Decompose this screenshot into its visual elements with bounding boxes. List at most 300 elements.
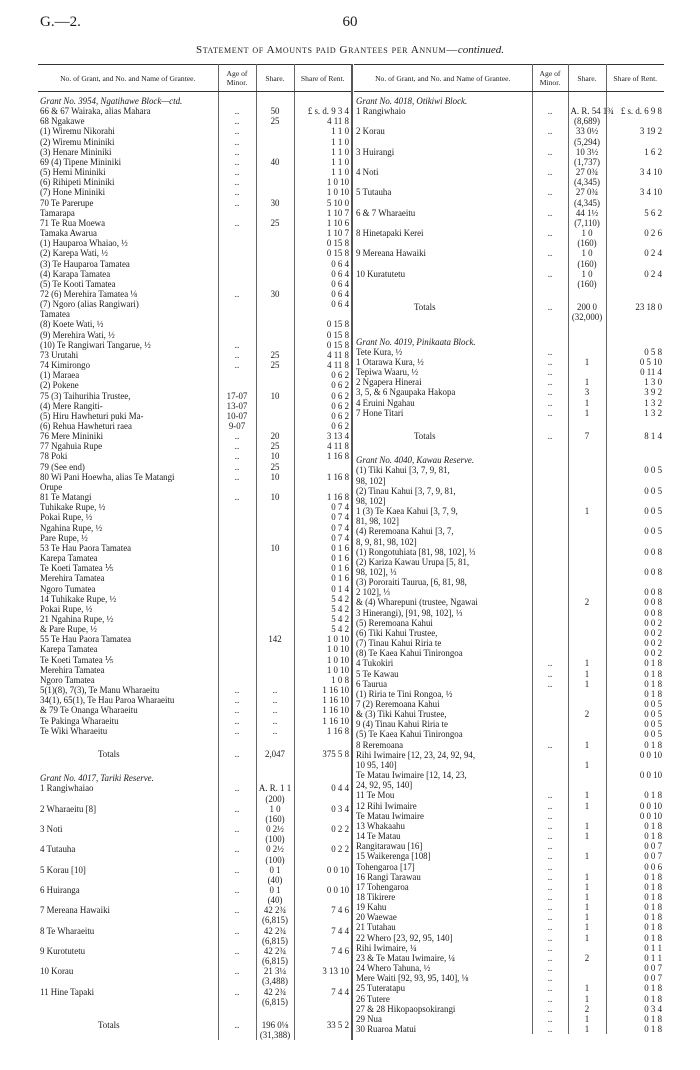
table-row <box>354 259 664 269</box>
age-cell <box>532 780 568 790</box>
age-cell: .. <box>532 1004 568 1014</box>
rent-cell <box>606 116 664 126</box>
rent-cell <box>606 418 664 428</box>
grantee-cell: Grant No. 3954, Ngatihawe Block—ctd. <box>38 92 218 107</box>
age-cell <box>532 567 568 577</box>
rent-cell <box>294 736 352 746</box>
grantee-cell: 25 Tuteratapu <box>354 983 532 993</box>
share-cell <box>256 655 294 665</box>
grantee-cell: Te Matau Iwimaire [12, 14, 23, <box>354 770 532 780</box>
right-header-row <box>354 65 664 92</box>
grantee-cell: (1) Riria te Tini Rongoa, ½ <box>354 689 532 699</box>
grantee-cell <box>354 279 532 289</box>
table-row <box>354 547 664 557</box>
share-cell: A. R. 1 1 <box>256 783 294 793</box>
table-row <box>354 922 664 932</box>
age-cell <box>532 496 568 506</box>
share-cell: 25 <box>256 441 294 451</box>
table-row <box>354 912 664 922</box>
share-cell: (200) <box>256 794 294 804</box>
grantee-cell: 74 Kimirongo <box>38 360 218 370</box>
share-cell <box>256 614 294 624</box>
grantee-cell: & 79 Te Onanga Wharaeitu <box>38 705 218 715</box>
share-cell <box>568 729 606 739</box>
share-cell <box>568 577 606 587</box>
grantee-cell: & (4) Wharepuni (trustee, Ngawai <box>354 597 532 607</box>
grantee-cell: Pare Rupe, ½ <box>38 533 218 543</box>
table-row <box>38 218 352 228</box>
age-cell: .. <box>218 966 256 976</box>
age-cell <box>218 269 256 279</box>
rent-cell: 0 2 2 <box>331 844 349 855</box>
rent-cell: 0 0 7 <box>644 851 662 862</box>
rent-cell: 0 6 2 <box>331 370 349 381</box>
title-main: Statement of Amounts paid Grantees per Annum— <box>195 44 458 56</box>
table-row <box>354 357 664 367</box>
grantee-cell: 70 Te Parerupe <box>38 198 218 208</box>
share-cell <box>256 573 294 583</box>
age-cell: .. <box>532 208 568 218</box>
grantee-cell: 71 Te Rua Moewa <box>38 218 218 228</box>
table-row <box>38 411 352 421</box>
rent-cell: 0 1 8 <box>644 831 662 842</box>
rent-cell: 0 1 8 <box>644 739 662 750</box>
rent-cell: 0 0 2 <box>644 617 662 628</box>
rent-cell: 0 1 6 <box>331 563 349 574</box>
share-cell: (6,815) <box>256 956 294 966</box>
rent-cell: 0 1 8 <box>644 881 662 892</box>
grantee-cell: 5 Tutauha <box>354 187 532 197</box>
age-cell: .. <box>532 851 568 861</box>
share-cell <box>256 380 294 390</box>
rent-cell: 0 1 8 <box>644 1013 662 1024</box>
grantee-cell: 11 Hine Tapaki <box>38 987 218 997</box>
age-cell: .. <box>532 841 568 851</box>
table-row <box>38 533 352 543</box>
age-cell <box>218 1030 256 1040</box>
grantee-cell: 14 Tuhikake Rupe, ½ <box>38 594 218 604</box>
share-cell <box>568 441 606 451</box>
grantee-cell: (3) Pororaiti Taurua, [6, 81, 98, <box>354 577 532 587</box>
right-table-body <box>354 92 664 1035</box>
grantee-cell: 98, 102] <box>354 476 532 486</box>
rent-cell: 0 0 5 <box>644 709 662 720</box>
table-row <box>354 567 664 577</box>
rent-cell: 0 1 6 <box>331 573 349 584</box>
rent-cell: 1 16 10 <box>322 685 349 696</box>
table-row <box>38 472 352 482</box>
share-cell <box>256 624 294 634</box>
age-cell: .. <box>218 441 256 451</box>
age-cell <box>218 675 256 685</box>
age-cell <box>218 330 256 340</box>
rent-cell: 0 7 4 <box>331 532 349 543</box>
rent-cell: 0 0 8 <box>644 607 662 618</box>
share-cell <box>256 736 294 746</box>
table-row <box>354 933 664 943</box>
share-cell: 1 <box>568 398 606 408</box>
rent-cell: 0 0 10 <box>639 800 662 811</box>
age-cell: .. <box>218 451 256 461</box>
rent-cell <box>294 956 352 966</box>
rent-cell: 1 0 10 <box>326 187 349 198</box>
rent-cell: 1 1 0 <box>331 146 349 157</box>
page-ref: G.—2. <box>40 14 81 30</box>
share-cell: (3,488) <box>256 976 294 986</box>
grantee-cell: 5(1)(8), 7(3), Te Manu Wharaeitu <box>38 685 218 695</box>
grantee-cell: (1) Wiremu Nikorahi <box>38 126 218 136</box>
table-row <box>354 821 664 831</box>
table-row <box>38 512 352 522</box>
grantee-cell: 68 Ngakawe <box>38 116 218 126</box>
rent-cell: 0 1 4 <box>331 583 349 594</box>
rent-cell: 0 6 4 <box>331 299 349 310</box>
grantee-cell: 98, 102], ⅓ <box>354 567 532 577</box>
grantee-cell: (7) Hone Mininiki <box>38 187 218 197</box>
table-row <box>354 750 664 760</box>
share-cell <box>568 648 606 658</box>
table-row <box>354 126 664 136</box>
share-cell: 1 <box>568 922 606 932</box>
rent-cell: 0 0 7 <box>644 963 662 974</box>
age-cell: .. <box>532 943 568 953</box>
share-cell <box>256 340 294 350</box>
grantee-cell: (2) Karepa Wati, ½ <box>38 248 218 258</box>
table-row <box>354 486 664 496</box>
grantee-cell: 11 Te Mou <box>354 790 532 800</box>
totals-row <box>354 299 664 312</box>
table-row <box>38 492 352 502</box>
age-cell: .. <box>218 1017 256 1030</box>
age-cell <box>218 208 256 218</box>
age-cell <box>218 769 256 783</box>
rent-cell: 1 0 10 <box>326 634 349 645</box>
grantee-cell: Karepa Tamatea <box>38 553 218 563</box>
age-cell: .. <box>532 902 568 912</box>
age-cell: .. <box>532 790 568 800</box>
age-cell <box>218 533 256 543</box>
grantee-cell: Grant No. 4040, Kawau Reserve. <box>354 451 532 465</box>
rent-cell: 0 0 2 <box>644 627 662 638</box>
rent-cell: 0 0 8 <box>644 597 662 608</box>
grantee-cell: 2 Korau <box>354 126 532 136</box>
grantee-cell: Orupe <box>38 482 218 492</box>
age-cell <box>532 597 568 607</box>
age-cell <box>532 322 568 332</box>
table-row <box>354 418 664 428</box>
grantee-cell <box>38 936 218 946</box>
table-row <box>38 865 352 875</box>
table-row <box>38 523 352 533</box>
rent-cell <box>294 834 352 844</box>
age-cell <box>218 644 256 654</box>
share-cell <box>568 476 606 486</box>
share-cell <box>256 259 294 269</box>
grantee-cell: Te Pakinga Wharaeitu <box>38 716 218 726</box>
rent-cell: 1 0 8 <box>331 674 349 685</box>
age-cell <box>218 956 256 966</box>
share-cell: .. <box>256 695 294 705</box>
grantee-cell: 24, 92, 95, 140] <box>354 780 532 790</box>
rent-cell: 0 0 7 <box>644 973 662 984</box>
table-row <box>354 831 664 841</box>
grantee-cell: 76 Mere Mininiki <box>38 431 218 441</box>
grantee-cell: 14 Te Matau <box>354 831 532 841</box>
table-row <box>354 983 664 993</box>
grantee-cell <box>354 259 532 269</box>
table-row <box>38 573 352 583</box>
table-row <box>38 956 352 966</box>
table-row <box>354 465 664 475</box>
share-cell: 1 <box>568 377 606 387</box>
table-row <box>354 608 664 618</box>
rent-cell: 1 16 10 <box>322 705 349 716</box>
table-row <box>38 198 352 208</box>
table-row <box>354 476 664 486</box>
age-cell <box>532 486 568 496</box>
age-cell: .. <box>218 905 256 915</box>
rent-cell: 0 11 4 <box>640 367 662 378</box>
grantee-cell: Merehira Tamatea <box>38 665 218 675</box>
table-row <box>38 187 352 197</box>
grantee-cell <box>38 736 218 746</box>
age-cell <box>532 537 568 547</box>
share-cell <box>256 759 294 769</box>
age-cell <box>218 309 256 319</box>
page-header <box>38 14 662 34</box>
table-row <box>354 198 664 208</box>
share-cell: 25 <box>256 350 294 360</box>
rent-cell: 1 1 0 <box>331 167 349 178</box>
grantee-cell <box>38 1030 218 1040</box>
grantee-cell: Ngahina Rupe, ½ <box>38 523 218 533</box>
age-cell: .. <box>218 157 256 167</box>
share-cell: 1 <box>568 1024 606 1034</box>
rent-cell <box>294 936 352 946</box>
grantee-cell: 27 & 28 Hikopaopsokirangi <box>354 1004 532 1014</box>
age-cell <box>218 279 256 289</box>
rent-cell: 0 1 8 <box>644 871 662 882</box>
table-row <box>354 208 664 218</box>
grantee-cell: 22 Whero [23, 92, 95, 140] <box>354 933 532 943</box>
age-cell <box>532 618 568 628</box>
age-cell <box>532 648 568 658</box>
age-cell <box>218 1007 256 1017</box>
table-row <box>354 387 664 397</box>
grantee-cell: 78 Poki <box>38 451 218 461</box>
grantee-cell <box>354 238 532 248</box>
grantee-cell: Tamaka Awarua <box>38 228 218 238</box>
rent-cell <box>294 309 352 319</box>
grantee-cell <box>38 976 218 986</box>
table-row <box>38 926 352 936</box>
table-row <box>38 885 352 895</box>
age-cell: .. <box>218 137 256 147</box>
rent-cell: 0 0 7 <box>644 841 662 852</box>
share-cell: (100) <box>256 855 294 865</box>
age-cell <box>532 157 568 167</box>
age-cell <box>218 259 256 269</box>
age-cell <box>532 177 568 187</box>
rent-cell: 33 5 2 <box>326 1020 349 1031</box>
share-cell <box>256 330 294 340</box>
grantee-cell: (10) Te Rangiwari Tangarue, ½ <box>38 340 218 350</box>
grantee-cell: 30 Ruaroa Matui <box>354 1024 532 1034</box>
table-row <box>38 905 352 915</box>
totals-row <box>38 1017 352 1030</box>
grantee-cell: 3, 5, & 6 Ngaupaka Hakopa <box>354 387 532 397</box>
share-cell <box>256 279 294 289</box>
table-row <box>354 1004 664 1014</box>
age-cell: .. <box>532 872 568 882</box>
grantee-cell: 6 Taurua <box>354 679 532 689</box>
grantee-cell: 77 Ngahuia Rupe <box>38 441 218 451</box>
share-cell: (6,815) <box>256 936 294 946</box>
rent-cell <box>606 218 664 228</box>
grantee-cell: (5) Hiru Hawheturi puki Ma- <box>38 411 218 421</box>
rent-cell: 0 1 8 <box>644 668 662 679</box>
rent-cell <box>606 441 664 451</box>
grantee-cell <box>354 289 532 299</box>
table-row <box>38 705 352 715</box>
rent-cell: 1 16 10 <box>322 715 349 726</box>
share-cell <box>568 943 606 953</box>
share-cell: 1 0 <box>256 804 294 814</box>
grantee-cell: 29 Nua <box>354 1014 532 1024</box>
rent-cell: 0 1 8 <box>644 902 662 913</box>
age-cell <box>532 116 568 126</box>
page-title <box>0 44 700 56</box>
grantee-cell: 2 102], ⅓ <box>354 587 532 597</box>
grantee-cell: & Pare Rupe, ½ <box>38 624 218 634</box>
rent-cell: 0 0 10 <box>639 770 662 781</box>
table-row <box>354 106 664 116</box>
age-cell <box>218 604 256 614</box>
share-cell <box>256 177 294 187</box>
rent-cell: 1 16 8 <box>326 725 349 736</box>
age-cell: .. <box>532 669 568 679</box>
table-row <box>354 628 664 638</box>
table-row <box>38 594 352 604</box>
rent-cell: 0 1 1 <box>644 952 662 963</box>
table-row <box>354 740 664 750</box>
age-cell: .. <box>218 431 256 441</box>
share-cell <box>568 963 606 973</box>
share-cell: (7,110) <box>568 218 606 228</box>
table-row <box>38 834 352 844</box>
table-row <box>354 729 664 739</box>
rent-cell: £ s. d. 6 9 8 <box>620 106 662 117</box>
table-row <box>38 814 352 824</box>
table-row <box>354 248 664 258</box>
grantee-cell: 10 95, 140] <box>354 760 532 770</box>
left-statement-table <box>38 64 353 1040</box>
share-cell: 42 2¾ <box>256 926 294 936</box>
share-cell <box>568 496 606 506</box>
share-cell: 30 <box>256 198 294 208</box>
age-cell <box>532 465 568 475</box>
grantee-cell: Te Matau Iwimaire <box>354 811 532 821</box>
age-cell <box>218 543 256 553</box>
table-row <box>354 1024 664 1034</box>
rent-cell: 0 0 5 <box>644 485 662 496</box>
age-cell <box>532 506 568 516</box>
rent-cell <box>294 462 352 472</box>
table-row <box>38 976 352 986</box>
rent-cell: 3 13 4 <box>326 431 349 442</box>
table-row <box>38 431 352 441</box>
share-cell: 1 <box>568 790 606 800</box>
table-row <box>38 116 352 126</box>
rent-cell: 4 11 8 <box>327 360 349 371</box>
table-row <box>38 824 352 834</box>
grantee-cell: 2 Ngapera Hinerai <box>354 377 532 387</box>
share-cell: (5,294) <box>568 137 606 147</box>
age-cell: .. <box>218 885 256 895</box>
table-row <box>354 367 664 377</box>
rent-cell: 0 2 4 <box>644 248 662 259</box>
share-cell <box>256 167 294 177</box>
grantee-cell: 1 Rangiwhaiao <box>38 783 218 793</box>
table-row <box>38 269 352 279</box>
grantee-cell: 75 (3) Taihurihia Trustee, <box>38 391 218 401</box>
grantee-cell: 23 & Te Matau Iwimaire, ¼ <box>354 953 532 963</box>
rent-cell <box>606 279 664 289</box>
rent-cell: 1 10 7 <box>326 228 349 239</box>
table-row <box>38 502 352 512</box>
rent-cell: 1 10 6 <box>326 217 349 228</box>
age-cell: .. <box>532 1024 568 1034</box>
age-cell: .. <box>532 679 568 689</box>
grantee-cell <box>38 759 218 769</box>
age-cell <box>218 512 256 522</box>
share-cell: 200 0 <box>568 299 606 312</box>
share-cell: (6,815) <box>256 997 294 1007</box>
share-cell: (160) <box>568 259 606 269</box>
share-cell: (100) <box>256 834 294 844</box>
col-header-name: No. of Grant, and No. and Name of Grantee. <box>354 65 532 92</box>
age-cell: .. <box>532 126 568 136</box>
share-cell <box>256 1007 294 1017</box>
rent-cell: 0 0 5 <box>644 729 662 740</box>
table-row <box>38 665 352 675</box>
grantee-cell: (8) Koete Wati, ½ <box>38 319 218 329</box>
grantee-cell: Ngoro Tumatea <box>38 584 218 594</box>
rent-cell <box>606 557 664 567</box>
rent-cell: 0 1 8 <box>644 790 662 801</box>
age-cell <box>532 760 568 770</box>
grantee-cell: 8 Reremoana <box>354 740 532 750</box>
rent-cell: 0 6 2 <box>331 380 349 391</box>
grantee-cell: 1 Rangiwhaio <box>354 106 532 116</box>
grantee-cell <box>354 441 532 451</box>
section-heading-row <box>354 92 664 107</box>
grantee-cell: 7 (2) Reremoana Kahui <box>354 699 532 709</box>
table-row <box>354 709 664 719</box>
table-row <box>354 862 664 872</box>
grantee-cell <box>38 956 218 966</box>
grantee-cell: Tuhikake Rupe, ½ <box>38 502 218 512</box>
grantee-cell: Karepa Tamatea <box>38 644 218 654</box>
age-cell: .. <box>218 472 256 482</box>
grantee-cell: 8, 9, 81, 98, 102] <box>354 537 532 547</box>
grantee-cell: 4 Noti <box>354 167 532 177</box>
table-row <box>38 794 352 804</box>
rent-cell <box>294 915 352 925</box>
age-cell: 9-07 <box>218 421 256 431</box>
table-row <box>38 895 352 905</box>
grantee-cell: (7) Tinau Kahui Riria te <box>354 638 532 648</box>
